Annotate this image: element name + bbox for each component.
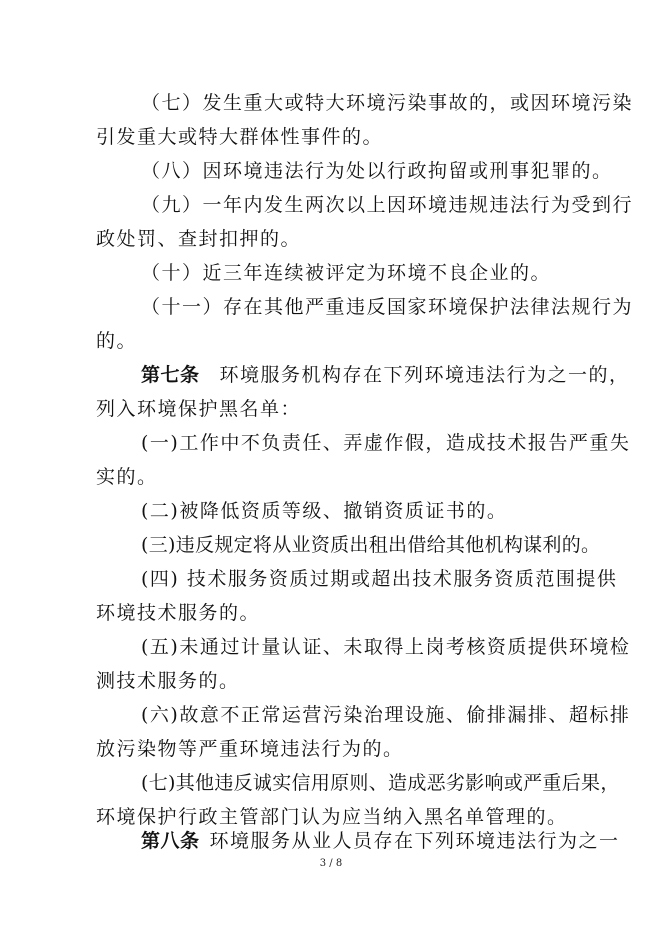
clause-9-line-2: 政处罚、查封扣押的。 <box>96 228 302 250</box>
a7-item-6-line-1: (六)故意不正常运营污染治理设施、偷排漏排、超标排 <box>141 704 631 726</box>
a7-item-5-line-1: (五)未通过计量认证、未取得上岗考核资质提供环境检 <box>141 636 631 658</box>
article-8-label: 第八条 <box>141 830 200 852</box>
a7-item-6-line-2: 放污染物等严重环境违法行为的。 <box>96 738 404 760</box>
a7-item-4-line-1: (四) 技术服务资质过期或超出技术服务资质范围提供 <box>141 568 618 590</box>
clause-7-line-2: 引发重大或特大群体性事件的。 <box>96 126 384 148</box>
a7-item-5-line-2: 测技术服务的。 <box>96 670 240 692</box>
a7-item-7-line-2: 环境保护行政主管部门认为应当纳入黑名单管理的。 <box>96 806 568 828</box>
a7-item-3-line: (三)违反规定将从业资质出租出借给其他机构谋利的。 <box>141 534 601 556</box>
article-7-line-2: 列入环境保护黑名单： <box>96 398 302 420</box>
a7-item-1-line-2: 实的。 <box>96 466 158 488</box>
a7-item-4-line-2: 环境技术服务的。 <box>96 602 261 624</box>
clause-11-line-1: （十一）存在其他严重违反国家环境保护法律法规行为 <box>141 296 634 318</box>
a7-item-1-line-1: (一)工作中不负责任、弄虚作假，造成技术报告严重失 <box>141 432 631 454</box>
article-7-text: 环境服务机构存在下列环境违法行为之一的， <box>219 364 630 386</box>
clause-9-line-1: （九）一年内发生两次以上因环境违规违法行为受到行 <box>141 194 634 216</box>
clause-11-line-2: 的。 <box>96 330 138 352</box>
a7-item-2-line: (二)被降低资质等级、撤销资质证书的。 <box>141 500 508 522</box>
page-number: 3 / 8 <box>319 858 343 869</box>
article-8-heading-line <box>141 829 620 853</box>
clause-8-line: （八）因环境违法行为处以行政拘留或刑事犯罪的。 <box>141 160 613 182</box>
article-7-label: 第七条 <box>141 364 200 386</box>
article-7-heading-line <box>141 363 630 387</box>
a7-item-7-line-1: (七)其他违反诚实信用原则、造成恶劣影响或严重后果， <box>141 772 620 794</box>
clause-7-line-1: （七）发生重大或特大环境污染事故的，或因环境污染 <box>141 92 634 114</box>
article-8-text: 环境服务从业人员存在下列环境违法行为之一 <box>209 830 620 852</box>
clause-10-line: （十）近三年连续被评定为环境不良企业的。 <box>141 262 552 284</box>
